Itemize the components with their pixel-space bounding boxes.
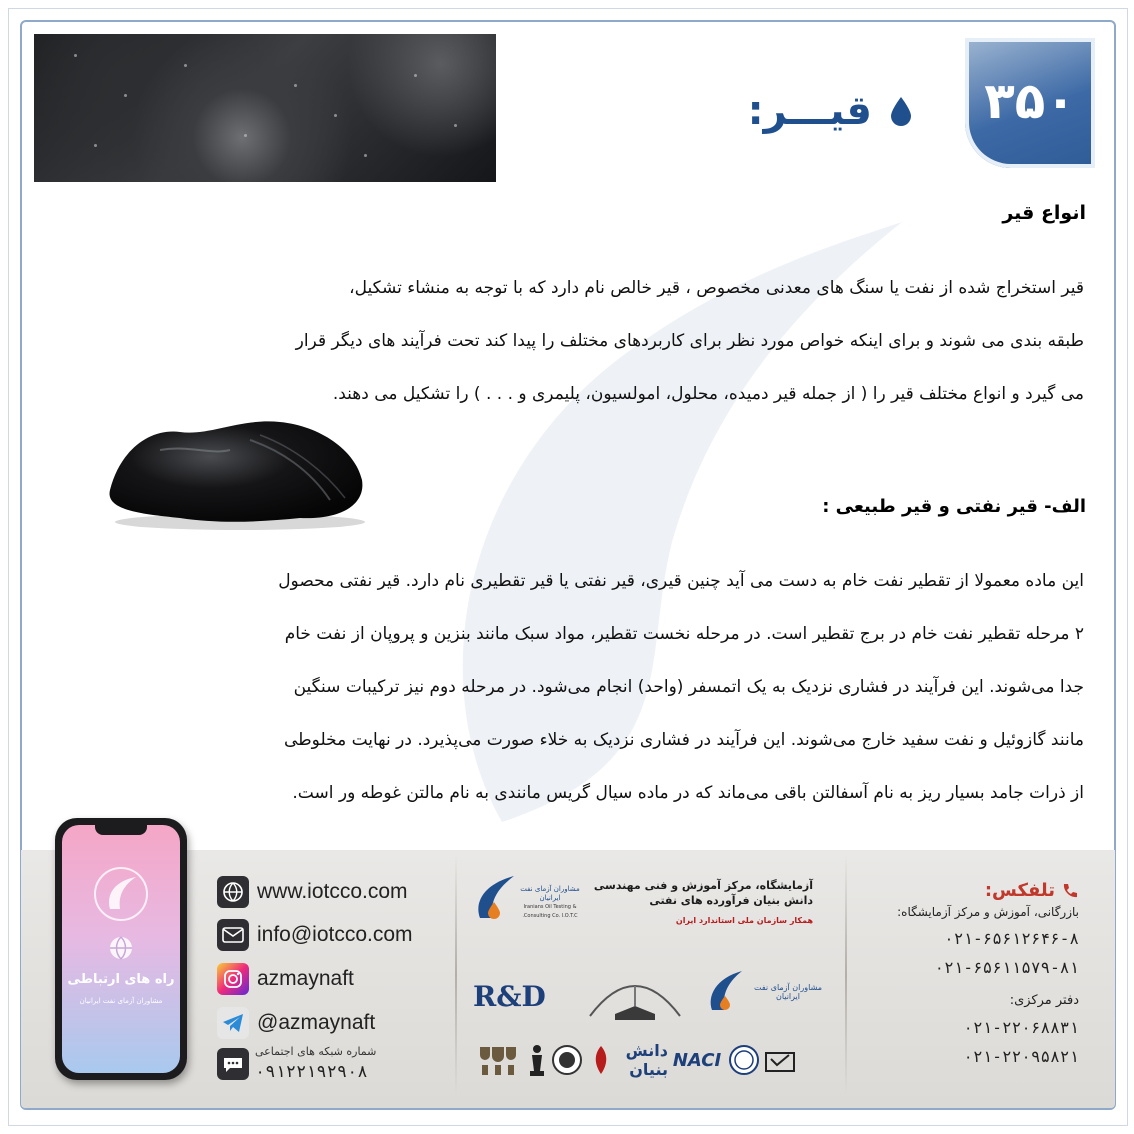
- standard-logo-icon: [762, 1040, 798, 1080]
- paragraph-line: طبقه بندی می شوند و برای اینکه خواص مورد نظر برای کاربردهای مختلف را پیدا کند تحت فرآیند های دیگر قرار: [295, 331, 1084, 351]
- email-text: info@iotcco.com: [257, 923, 413, 946]
- logo-caption-small: مشاوران آزمای نفت ایرانیان: [754, 983, 822, 1001]
- header-bitumen-photo: [34, 34, 496, 182]
- paragraph-line: از ذرات جامد بسیار ریز به نام آسفالتن باقی می‌ماند که در ماده سیال گریس مانندی به نام مالتن غوطه ور است.: [292, 783, 1084, 803]
- paragraph-line: این ماده معمولا از تقطیر نفت خام به دست می آید چنین قیری، قیر نفتی یا قیر تقطیری نام دارد. قیر نفتی محصول: [278, 571, 1084, 591]
- section-heading-petroleum-natural: الف- قیر نفتی و قیر طبیعی :: [822, 496, 1086, 517]
- paragraph-line: ۲ مرحله تقطیر نفت خام در برج تقطیر است. در مرحله نخست تقطیر، مواد سبک مانند بنزین و پروپان از نفت خام: [284, 624, 1084, 644]
- section2-paragraph: [40, 555, 1084, 820]
- knowledge-based-logo: دانش بنیان: [625, 1041, 668, 1079]
- paragraph-line: قیر استخراج شده از نفت یا سنگ های معدنی مخصوص ، قیر خالص نام دارد که با توجه به منشاء تشکیل،: [349, 278, 1084, 298]
- iran-emblem-icon: [586, 1040, 616, 1080]
- phone-number-2[interactable]: ۰۲۱-۶۵۶۱۱۵۷۹-۸۱: [934, 958, 1079, 977]
- phone-subtitle: مشاوران آزمای نفت ایرانیان: [79, 997, 163, 1005]
- section-heading-types: انواع قیر: [1002, 202, 1086, 224]
- instagram-text: azmaynaft: [257, 967, 354, 990]
- contact-telegram[interactable]: [217, 1007, 375, 1039]
- phone-number-4[interactable]: ۰۲۱-۲۲۰۹۵۸۲۱: [963, 1047, 1079, 1066]
- page-title: [748, 88, 912, 134]
- page-number-badge: [965, 38, 1095, 168]
- iso-badge-icon: [728, 1040, 760, 1080]
- phone-number-3[interactable]: ۰۲۱-۲۲۰۶۸۸۳۱: [963, 1018, 1079, 1037]
- lab-subtitle: همکار سازمان ملی استاندارد ایران: [675, 916, 813, 925]
- logo-caption-en: Iranians Oil Testing & Consulting Co. I.O.T.C.: [522, 904, 578, 919]
- contact-instagram[interactable]: [217, 963, 354, 995]
- training-center-emblem-icon: [580, 966, 690, 1022]
- contact-email[interactable]: [217, 919, 413, 951]
- trophies-icon: [475, 1040, 520, 1080]
- globe-icon: [217, 876, 249, 908]
- phone-icon: [1061, 882, 1079, 900]
- phone-logo-icon: [92, 865, 150, 923]
- contact-website[interactable]: [217, 876, 408, 908]
- award-statue-icon: [525, 1040, 549, 1080]
- sales-label: بازرگانی، آموزش و مرکز آزمایشگاه:: [897, 905, 1079, 919]
- telegram-icon: [217, 1007, 249, 1039]
- bitumen-rock-image: [100, 410, 370, 535]
- telefax-label: تلفکس:: [984, 880, 1055, 901]
- paragraph-line: جدا می‌شوند. این فرآیند در فشاری نزدیک به یک اتمسفر (واحد) انجام می‌شود. در مرحله دوم نیز ترکیبات سنگین: [293, 677, 1084, 697]
- logo-caption-fa: مشاوران آزمای نفت ایرانیان: [520, 885, 580, 902]
- website-text: www.iotcco.com: [257, 880, 408, 903]
- telefax-title: [849, 880, 1079, 901]
- title-text: قیـــر:: [747, 88, 872, 134]
- company-logo-icon: [472, 872, 518, 922]
- logo-caption: [518, 885, 582, 921]
- contact-info-block: [849, 880, 1079, 1066]
- mail-icon: [217, 919, 249, 951]
- footer-divider-right: [845, 855, 847, 1095]
- telegram-text: @azmaynaft: [257, 1011, 376, 1034]
- instagram-icon: [217, 963, 249, 995]
- page-number: ۳۵۰: [984, 72, 1076, 130]
- phone-number-1[interactable]: ۰۲۱-۶۵۶۱۲۶۴۶-۸: [944, 929, 1079, 948]
- phone-globe-icon: [108, 935, 134, 961]
- phone-notch: [95, 825, 147, 835]
- section1-paragraph: [40, 262, 1084, 421]
- rd-logo: R&D: [473, 980, 546, 1013]
- paragraph-line: می گیرد و انواع مختلف قیر را ( از جمله قیر دمیده، محلول، امولسیون، پلیمری و . . . ) را تشکیل می دهند.: [332, 384, 1084, 404]
- phone-screen: [62, 825, 180, 1073]
- naci-logo: NACI: [672, 1049, 722, 1071]
- lab-title: آزمایشگاه، مرکز آموزش و فنی مهندسی دانش بنیان فرآورده های نفتی: [593, 879, 813, 907]
- company-logo-small-icon: [706, 968, 746, 1014]
- office-label: دفتر مرکزی:: [1009, 993, 1079, 1008]
- oil-drop-icon: [890, 96, 912, 126]
- phone-mockup: [55, 818, 187, 1080]
- social-number: ۰۹۱۲۲۱۹۲۹۰۸: [255, 1062, 368, 1082]
- paragraph-line: مانند گازوئیل و نفت سفید خارج می‌شوند. این فرآیند در فشاری نزدیک به خلاء صورت می‌پذیرد. در نهایت مخلوطی: [283, 730, 1084, 750]
- social-label: شماره شبکه های اجتماعی: [255, 1045, 377, 1058]
- seal-badge-icon: [551, 1040, 583, 1080]
- phone-title: راه های ارتباطی: [67, 972, 175, 987]
- footer-divider-left: [455, 855, 457, 1095]
- chat-icon: [217, 1048, 249, 1080]
